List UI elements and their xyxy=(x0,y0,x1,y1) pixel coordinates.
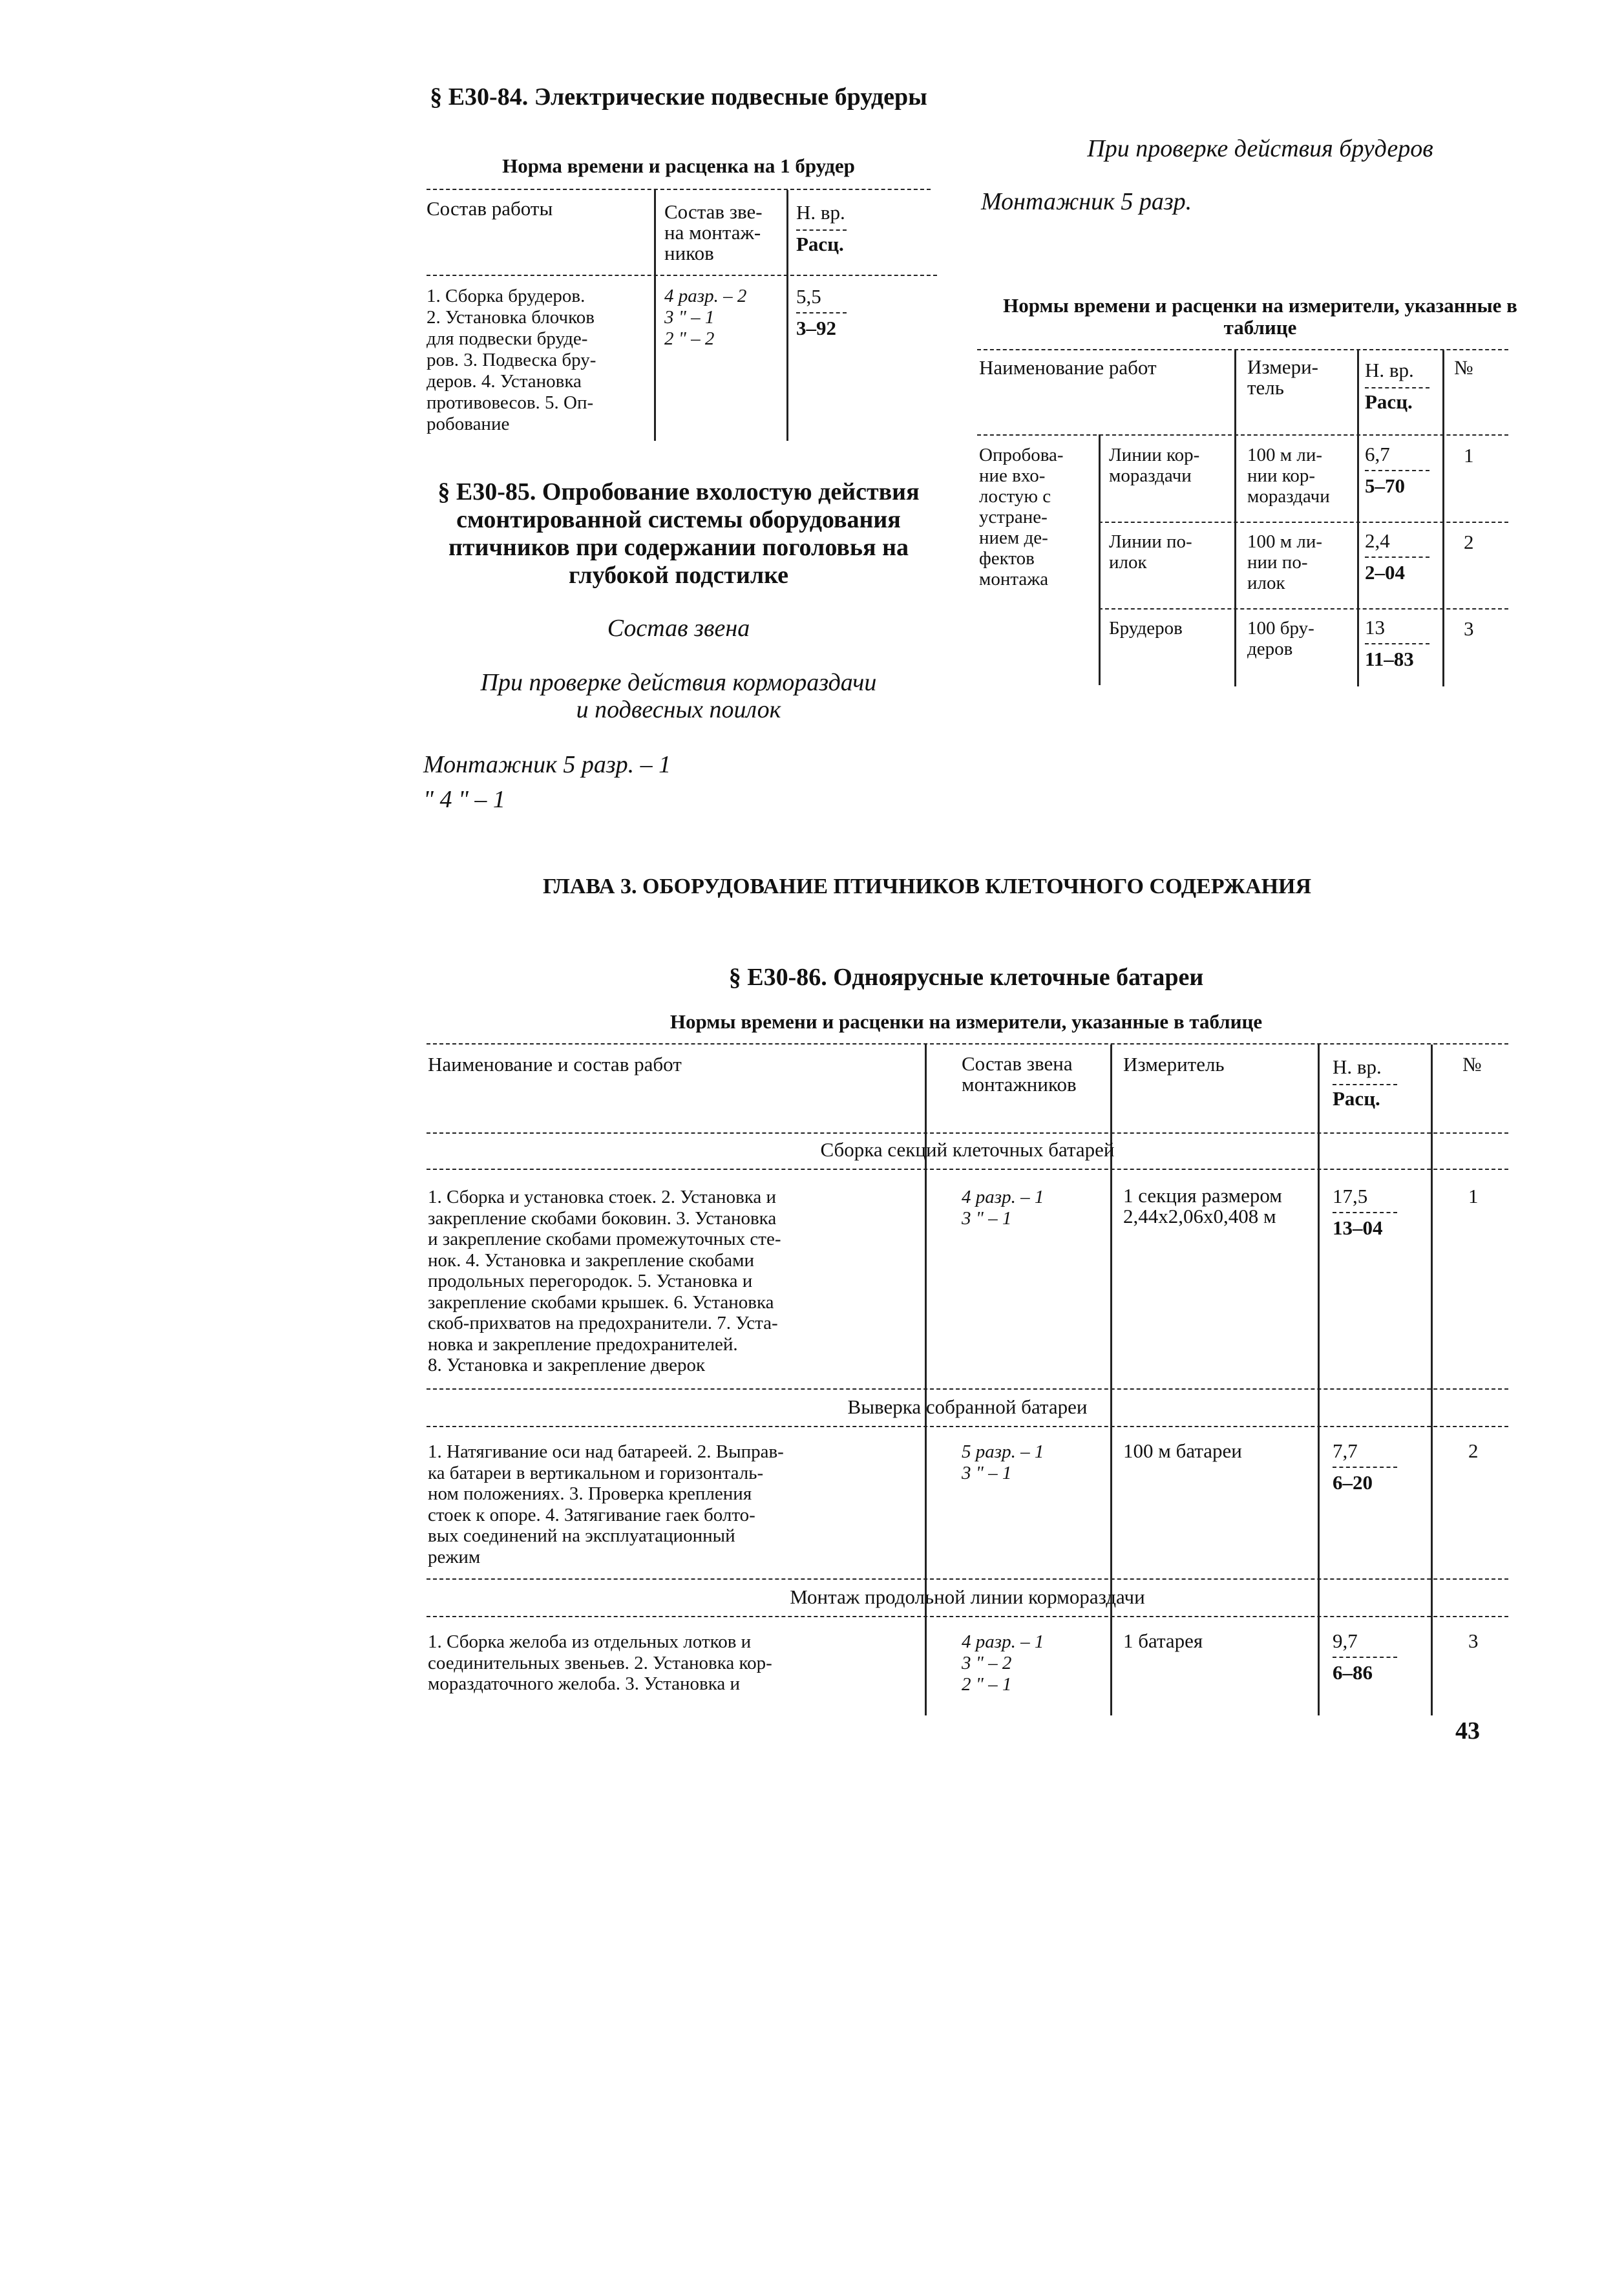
e86-section1-work: 1. Сборка и установка стоек. 2. Установка и закрепление скобами боковин. 3. Установка и закрепление скобами промежуточных сте- нок. 4. Установка и закрепление скобами продольных перегородок. 5. Установка и закрепление скобами крышек. 6. Установка скоб-прихватов на предохранители. 7. Уста- новка и закрепление предохранителей. 8. Установка и закрепление дверок xyxy=(428,1187,781,1375)
e85-row3-rasc: 11–83 xyxy=(1365,648,1414,670)
e86-section1-crew: 4 разр. – 1 3 " – 1 xyxy=(962,1187,1044,1229)
e84-work-text: 1. Сборка брудеров. 2. Установка блочков для подвески бруде- ров. 3. Подвеска бру- деров. 4. Установка противовесов. 5. Оп- робование xyxy=(427,286,596,434)
e86-section3-values xyxy=(1333,1630,1426,1683)
e86-section2-num: 2 xyxy=(1468,1439,1479,1462)
e86-section2-rule xyxy=(427,1426,1508,1427)
e85-row3-meas: 100 бру- деров xyxy=(1247,618,1314,659)
e86-subtitle: Нормы времени и расценки на измерители, указанные в таблице xyxy=(670,1010,1263,1033)
e85-col-sep-meas xyxy=(1234,350,1236,686)
page-number: 43 xyxy=(1455,1717,1480,1745)
e85-col-sep-group xyxy=(1099,434,1101,685)
e85-row2-num: 2 xyxy=(1464,531,1474,553)
e85-group-label: Опробова- ние вхо- лостую с устране- нием де- фектов монтажа xyxy=(979,445,1064,589)
e86-section3-divider xyxy=(1333,1657,1397,1658)
e85-check-feeding: При проверке действия кормораздачи и подвесных поилок xyxy=(480,669,877,723)
e86-section1-rule xyxy=(427,1169,1508,1170)
e86-section2-crew: 5 разр. – 1 3 " – 1 xyxy=(962,1441,1044,1483)
e86-title: § Е30-86. Одноярусные клеточные батареи xyxy=(728,964,1204,991)
e84-col-sep-2 xyxy=(786,190,788,441)
e85-rule-top xyxy=(977,349,1508,350)
e86-header-crew: Состав звена монтажников xyxy=(962,1052,1077,1096)
e86-section2-meas: 100 м батареи xyxy=(1123,1439,1242,1462)
e86-section3-crew: 4 разр. – 1 3 " – 2 2 " – 1 xyxy=(962,1631,1044,1695)
e85-row1-rasc: 5–70 xyxy=(1365,474,1405,497)
e84-rule-top xyxy=(427,189,931,190)
e85-row3-num: 3 xyxy=(1464,617,1474,640)
e84-values xyxy=(796,286,893,339)
e86-section1-values xyxy=(1333,1185,1426,1238)
e84-header-work: Состав работы xyxy=(427,197,553,220)
e86-section1-divider xyxy=(1333,1212,1397,1213)
e86-header-nvr: Н. вр. xyxy=(1333,1056,1382,1078)
e85-row1-nvr: 6,7 xyxy=(1365,443,1390,465)
e84-crew: 4 разр. – 2 3 " – 1 2 " – 2 xyxy=(664,286,747,349)
e84-rasc: 3–92 xyxy=(796,317,836,339)
e85-row2-work: Линии по- илок xyxy=(1109,531,1192,573)
e84-header-nvr-block xyxy=(796,202,893,255)
e84-col-sep-1 xyxy=(654,190,656,441)
e86-section2-work: 1. Натягивание оси над батареей. 2. Выправ- ка батареи в вертикальном и горизонталь- ном положениях. 3. Проверка крепления стоек к опоре. 4. Затягивание гаек болто- вых соединений на эксплуатационный режим xyxy=(428,1441,784,1567)
e86-header-num: № xyxy=(1462,1053,1482,1076)
e85-title: § Е30-85. Опробование вхолостую действия смонтированной системы оборудования птичников при содержании поголовья на глубокой подстилке xyxy=(438,478,920,589)
e86-rule-head xyxy=(427,1132,1508,1134)
e86-section3-rule-top xyxy=(427,1578,1508,1580)
e85-check-brooders: При проверке действия брудеров xyxy=(1087,135,1433,162)
e86-section3-meas: 1 батарея xyxy=(1123,1629,1203,1652)
e84-value-divider xyxy=(796,312,847,313)
e86-section1-num: 1 xyxy=(1468,1185,1479,1207)
e85-header-divider xyxy=(1365,387,1429,388)
e86-section3-nvr: 9,7 xyxy=(1333,1629,1358,1652)
e85-header-nvr-block xyxy=(1365,359,1439,412)
e85-row1-divider xyxy=(1365,470,1429,471)
e86-section3-rule xyxy=(427,1616,1508,1617)
e84-rule-mid xyxy=(427,275,937,276)
e85-rule-head xyxy=(977,434,1508,436)
e86-section2-rule-top xyxy=(427,1388,1508,1390)
e86-section3-num: 3 xyxy=(1468,1629,1479,1652)
e86-section3-work: 1. Сборка желоба из отдельных лотков и соединительных звеньев. 2. Установка кор- мораздаточного желоба. 3. Установка и xyxy=(428,1631,772,1694)
e84-header-crew: Состав зве- на монтаж- ников xyxy=(664,200,763,264)
e85-row3-values xyxy=(1365,617,1439,670)
e86-section1-nvr: 17,5 xyxy=(1333,1185,1368,1207)
e84-nvr: 5,5 xyxy=(796,285,821,308)
e84-title: § Е30-84. Электрические подвесные брудеры xyxy=(430,83,927,111)
e85-crew-brooders: Монтажник 5 разр. xyxy=(981,188,1192,215)
e85-crew-feeding: Монтажник 5 разр. – 1 " 4 " – 1 xyxy=(423,751,671,813)
e85-rule-row2 xyxy=(1099,608,1508,610)
e85-row2-values xyxy=(1365,530,1439,583)
e85-col-sep-num xyxy=(1442,350,1444,686)
e85-row1-meas: 100 м ли- нии кор- мораздачи xyxy=(1247,445,1330,507)
e85-header-rasc: Расц. xyxy=(1365,390,1413,413)
e86-section2-rasc: 6–20 xyxy=(1333,1471,1373,1494)
e85-row3-divider xyxy=(1365,643,1429,644)
e85-header-nvr: Н. вр. xyxy=(1365,359,1414,381)
e85-header-work: Наименование работ xyxy=(979,356,1157,379)
e86-section3-rasc: 6–86 xyxy=(1333,1661,1373,1684)
e85-row1-work: Линии кор- мораздачи xyxy=(1109,445,1200,486)
e85-crew-label: Состав звена xyxy=(607,615,750,642)
e86-section1-meas: 1 секция размером 2,44х2,06х0,408 м xyxy=(1123,1184,1282,1227)
e86-header-work: Наименование и состав работ xyxy=(428,1053,682,1076)
e86-rule-top xyxy=(427,1043,1508,1045)
e86-header-divider xyxy=(1333,1084,1397,1085)
e86-section1-title: Сборка секций клеточных батарей xyxy=(820,1138,1115,1161)
e86-section2-nvr: 7,7 xyxy=(1333,1439,1358,1462)
e86-section1-rasc: 13–04 xyxy=(1333,1216,1383,1239)
e84-header-divider xyxy=(796,229,847,231)
e85-table-title: Нормы времени и расценки на измерители, указанные в таблице xyxy=(1003,294,1517,339)
e86-section2-divider xyxy=(1333,1467,1397,1468)
e86-section2-values xyxy=(1333,1440,1426,1493)
e85-col-sep-nvr xyxy=(1357,350,1359,686)
e85-rule-row1 xyxy=(1099,522,1508,523)
chapter-heading: ГЛАВА 3. ОБОРУДОВАНИЕ ПТИЧНИКОВ КЛЕТОЧНОГО СОДЕРЖАНИЯ xyxy=(543,875,1312,898)
e85-row1-values xyxy=(1365,443,1439,496)
e85-row3-nvr: 13 xyxy=(1365,616,1385,639)
e86-header-nvr-block xyxy=(1333,1056,1426,1109)
e85-row2-nvr: 2,4 xyxy=(1365,529,1390,552)
e86-header-meas: Измеритель xyxy=(1123,1053,1225,1076)
e85-row1-num: 1 xyxy=(1464,444,1474,467)
e86-header-rasc: Расц. xyxy=(1333,1087,1380,1110)
e84-header-rasc: Расц. xyxy=(796,233,844,255)
e86-section2-title: Выверка собранной батареи xyxy=(847,1395,1088,1418)
e85-row2-rasc: 2–04 xyxy=(1365,561,1405,584)
e85-row3-work: Брудеров xyxy=(1109,618,1183,639)
e85-header-num: № xyxy=(1454,356,1473,379)
e85-row2-meas: 100 м ли- нии по- илок xyxy=(1247,531,1322,593)
e85-row2-divider xyxy=(1365,557,1429,558)
e84-subtitle: Норма времени и расценка на 1 брудер xyxy=(502,154,855,177)
e84-header-nvr: Н. вр. xyxy=(796,201,845,224)
e85-header-meas: Измери- тель xyxy=(1247,355,1318,399)
e86-section3-title: Монтаж продольной линии кормораздачи xyxy=(790,1586,1145,1608)
